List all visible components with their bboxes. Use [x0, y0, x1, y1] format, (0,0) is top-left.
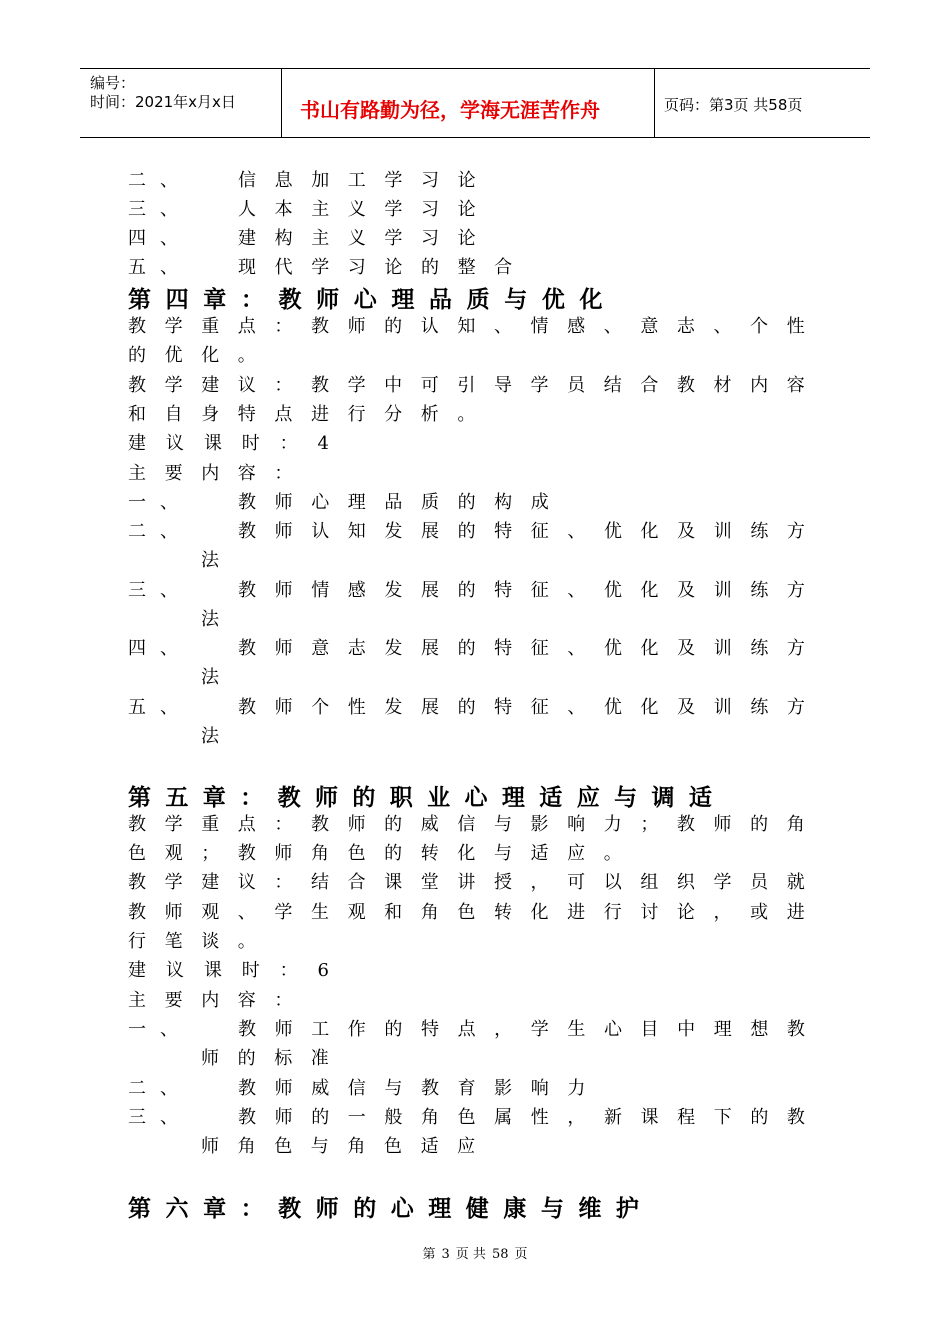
- list-item-continuation: 法: [201, 550, 219, 571]
- list-item-number: 二 、: [128, 1078, 178, 1099]
- header-right-cell: [655, 69, 870, 137]
- list-item-text: 教 师 情 感 发 展 的 特 征 、 优 化 及 训 练 方: [238, 580, 805, 601]
- footer-page-number: 3: [441, 1247, 450, 1262]
- list-item-number: 一 、: [128, 1019, 178, 1040]
- list-item-text: 教 师 威 信 与 教 育 影 响 力: [238, 1078, 586, 1099]
- list-item-number: 三 、: [128, 199, 178, 220]
- chapter-heading: 第 五 章 ： 教 师 的 职 业 心 理 适 应 与 调 适: [128, 784, 712, 811]
- paragraph-line: 主 要 内 容 ：: [128, 463, 293, 484]
- paragraph-line: 教 学 建 议 ： 结 合 课 堂 讲 授 ， 可 以 组 织 学 员 就: [128, 872, 805, 893]
- motto: 书山有路勤为径，学海无涯苦作舟: [300, 98, 600, 122]
- page-header: [80, 68, 870, 138]
- paragraph-line: 建 议 课 时 ： 4: [128, 433, 329, 454]
- header-left-cell: [80, 69, 281, 137]
- list-item-text: 教 师 认 知 发 展 的 特 征 、 优 化 及 训 练 方: [238, 521, 805, 542]
- header-center-cell: [281, 69, 655, 137]
- footer-mid: 页 共: [455, 1247, 486, 1262]
- list-item-text: 教 师 意 志 发 展 的 特 征 、 优 化 及 训 练 方: [238, 638, 805, 659]
- chapter-heading: 第 六 章 ： 教 师 的 心 理 健 康 与 维 护: [128, 1195, 639, 1222]
- list-item-number: 一 、: [128, 492, 178, 513]
- list-item-number: 四 、: [128, 228, 178, 249]
- list-item-number: 二 、: [128, 521, 178, 542]
- list-item-continuation: 师 角 色 与 角 色 适 应: [201, 1136, 476, 1157]
- page-footer: [0, 1245, 950, 1265]
- footer-prefix: 第: [422, 1247, 436, 1262]
- list-item-text: 教 师 个 性 发 展 的 特 征 、 优 化 及 训 练 方: [238, 697, 805, 718]
- paragraph-line: 行 笔 谈 。: [128, 931, 256, 952]
- time-label: 时间：2021年x月x日: [90, 93, 236, 111]
- page-indicator: 页码：第3页 共58页: [664, 96, 803, 114]
- list-item-continuation: 法: [201, 609, 219, 630]
- list-item-number: 二 、: [128, 170, 178, 191]
- list-item-continuation: 法: [201, 667, 219, 688]
- list-item-text: 建 构 主 义 学 习 论: [238, 228, 476, 249]
- footer-suffix: 页: [514, 1247, 528, 1262]
- paragraph-line: 的 优 化 。: [128, 345, 256, 366]
- paragraph-line: 教 师 观 、 学 生 观 和 角 色 转 化 进 行 讨 论 ， 或 进: [128, 902, 805, 923]
- paragraph-line: 教 学 重 点 ： 教 师 的 认 知 、 情 感 、 意 志 、 个 性: [128, 316, 805, 337]
- list-item-text: 教 师 工 作 的 特 点 ， 学 生 心 目 中 理 想 教: [238, 1019, 805, 1040]
- list-item-text: 人 本 主 义 学 习 论: [238, 199, 476, 220]
- list-item-continuation: 师 的 标 准: [201, 1048, 329, 1069]
- list-item-text: 现 代 学 习 论 的 整 合: [238, 257, 513, 278]
- list-item-number: 三 、: [128, 580, 178, 601]
- paragraph-line: 教 学 建 议 ： 教 学 中 可 引 导 学 员 结 合 教 材 内 容: [128, 375, 805, 396]
- list-item-continuation: 法: [201, 726, 219, 747]
- list-item-number: 五 、: [128, 257, 178, 278]
- list-item-text: 教 师 心 理 品 质 的 构 成: [238, 492, 549, 513]
- paragraph-line: 和 自 身 特 点 进 行 分 析 。: [128, 404, 476, 425]
- code-label: 编号：: [90, 74, 136, 92]
- chapter-heading: 第 四 章 ： 教 师 心 理 品 质 与 优 化: [128, 286, 603, 313]
- footer-total-pages: 58: [491, 1247, 509, 1262]
- list-item-text: 信 息 加 工 学 习 论: [238, 170, 476, 191]
- paragraph-line: 教 学 重 点 ： 教 师 的 威 信 与 影 响 力 ； 教 师 的 角: [128, 814, 805, 835]
- list-item-text: 教 师 的 一 般 角 色 属 性 ， 新 课 程 下 的 教: [238, 1107, 805, 1128]
- paragraph-line: 主 要 内 容 ：: [128, 990, 293, 1011]
- paragraph-line: 色 观 ； 教 师 角 色 的 转 化 与 适 应 。: [128, 843, 622, 864]
- list-item-number: 三 、: [128, 1107, 178, 1128]
- list-item-number: 四 、: [128, 638, 178, 659]
- list-item-number: 五 、: [128, 697, 178, 718]
- paragraph-line: 建 议 课 时 ： 6: [128, 960, 329, 981]
